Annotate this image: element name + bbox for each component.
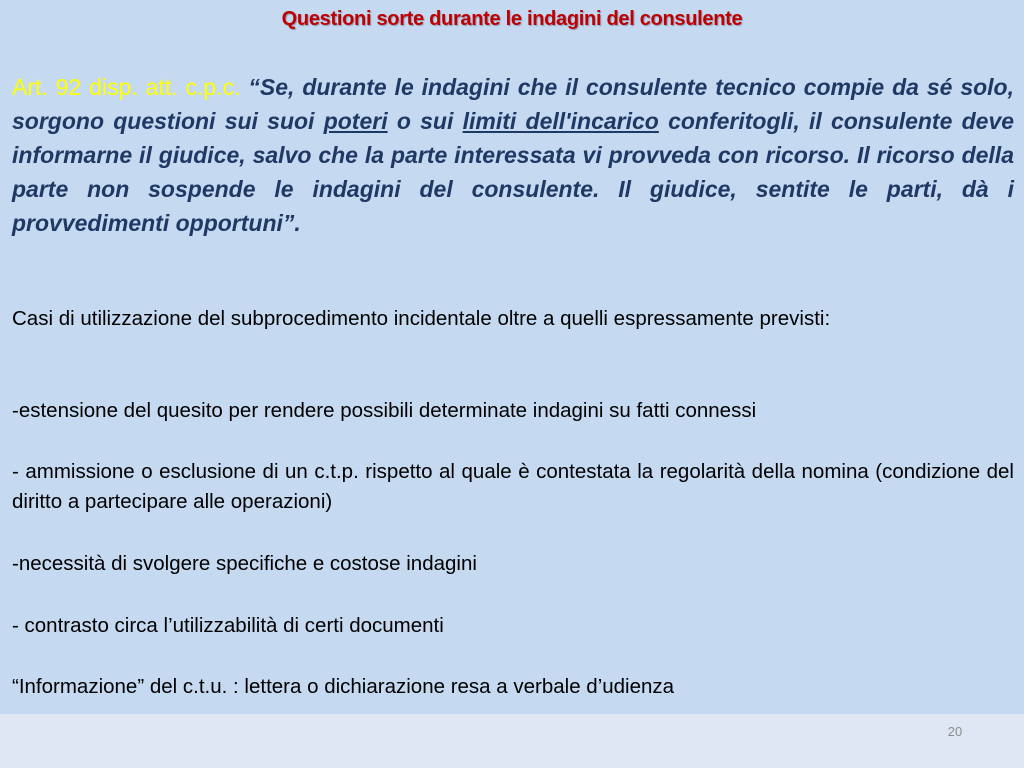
page-number: 20 bbox=[947, 724, 963, 739]
informazione-note: “Informazione” del c.t.u. : lettera o dichiarazione resa a verbale d’udienza bbox=[12, 675, 675, 698]
case-item: - contrasto circa l’utilizzabilità di certi documenti bbox=[12, 614, 444, 637]
article-text-2: o sui bbox=[396, 108, 454, 134]
article-reference: Art. 92 disp. att. c.p.c. bbox=[12, 74, 241, 100]
article-quote bbox=[12, 70, 1014, 240]
article-underlined-poteri: poteri bbox=[323, 108, 388, 134]
article-text-1: “Se, durante le indagini che il consulente tecnico compie da sé solo, sorgono questioni sui suoi bbox=[12, 74, 1014, 134]
cases-intro: Casi di utilizzazione del subprocedimento incidentale oltre a quelli espressamente previsti: bbox=[12, 307, 831, 330]
case-item: -necessità di svolgere specifiche e costose indagini bbox=[12, 552, 477, 575]
article-underlined-limiti: limiti dell'incarico bbox=[462, 108, 659, 134]
article-text-3: conferitogli, il consulente deve informarne il giudice, salvo che la parte interessata vi provveda con ricorso. Il ricorso della parte non sospende le indagini del consulente. Il giudice, sentite le parti, dà i provvedimenti opportuni”. bbox=[12, 108, 1015, 236]
case-item: -estensione del quesito per rendere possibili determinate indagini su fatti connessi bbox=[12, 399, 757, 422]
slide-title: Questioni sorte durante le indagini del consulente bbox=[281, 8, 743, 30]
case-item: - ammissione o esclusione di un c.t.p. rispetto al quale è contestata la regolarità della nomina (condizione del diritto a partecipare alle operazioni) bbox=[12, 460, 1014, 513]
footer-band bbox=[0, 714, 1024, 768]
